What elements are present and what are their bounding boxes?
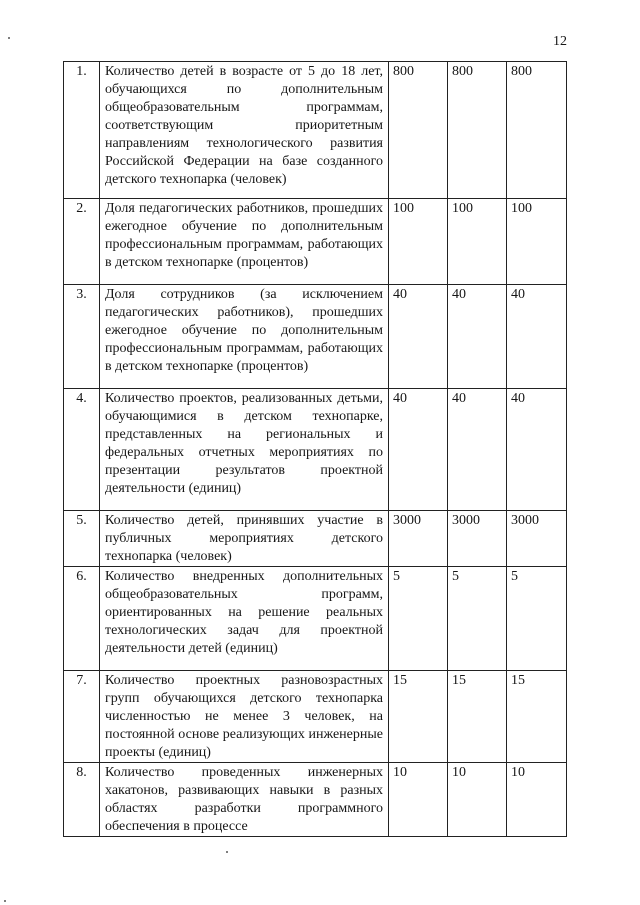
row-number-cell: 6.: [64, 567, 100, 671]
value-cell-2: 15: [448, 671, 507, 763]
row-number-cell: 5.: [64, 511, 100, 567]
table-row: [64, 567, 567, 671]
table-row: [64, 763, 567, 837]
value-cell-3: 3000: [507, 511, 567, 567]
value-cell-1: 3000: [389, 511, 448, 567]
value-cell-3: 15: [507, 671, 567, 763]
value-cell-3: 40: [507, 389, 567, 511]
indicator-description-cell: Количество внедренных дополнительных общеобразовательных программ, ориентированных на решение реальных технологических задач для проектной деятельности детей (единиц): [100, 567, 389, 671]
value-cell-3: 10: [507, 763, 567, 837]
indicator-description-cell: Доля педагогических работников, прошедших ежегодное обучение по дополнительным профессиональным программам, работающих в детском технопарке (процентов): [100, 199, 389, 285]
indicator-description-cell: Количество детей, принявших участие в публичных мероприятиях детского технопарка (человек): [100, 511, 389, 567]
value-cell-1: 10: [389, 763, 448, 837]
value-cell-2: 5: [448, 567, 507, 671]
value-cell-1: 15: [389, 671, 448, 763]
table-row: [64, 62, 567, 199]
value-cell-1: 100: [389, 199, 448, 285]
value-cell-1: 40: [389, 389, 448, 511]
value-cell-2: 800: [448, 62, 507, 199]
indicator-description-cell: Количество детей в возрасте от 5 до 18 лет, обучающихся по дополнительным общеобразовательным программам, соответствующим приоритетным направлениям технологического развития Российской Федерации на базе созданного детского технопарка (человек): [100, 62, 389, 199]
scan-speck: [4, 900, 6, 902]
row-number-cell: 4.: [64, 389, 100, 511]
value-cell-1: 40: [389, 285, 448, 389]
value-cell-2: 40: [448, 389, 507, 511]
value-cell-2: 3000: [448, 511, 507, 567]
indicator-description-cell: Количество проектов, реализованных детьми, обучающимися в детском технопарке, представленных на региональных и федеральных отчетных мероприятиях по презентации результатов проектной деятельности (единиц): [100, 389, 389, 511]
value-cell-2: 10: [448, 763, 507, 837]
table-row: [64, 199, 567, 285]
table-row: [64, 511, 567, 567]
page-number: 12: [553, 34, 567, 49]
value-cell-3: 40: [507, 285, 567, 389]
scan-speck: [226, 851, 228, 853]
table-row: [64, 285, 567, 389]
table-body: [64, 62, 567, 837]
row-number-cell: 8.: [64, 763, 100, 837]
value-cell-3: 5: [507, 567, 567, 671]
row-number-cell: 3.: [64, 285, 100, 389]
table-row: [64, 389, 567, 511]
indicators-table: [63, 61, 567, 837]
value-cell-2: 40: [448, 285, 507, 389]
row-number-cell: 7.: [64, 671, 100, 763]
indicator-description-cell: Доля сотрудников (за исключением педагогических работников), прошедших ежегодное обучение по дополнительным профессиональным программам, работающих в детском технопарке (процентов): [100, 285, 389, 389]
scan-speck: [8, 37, 10, 39]
value-cell-1: 800: [389, 62, 448, 199]
indicator-description-cell: Количество проектных разновозрастных групп обучающихся детского технопарка численностью не менее 3 человек, на постоянной основе реализующих инженерные проекты (единиц): [100, 671, 389, 763]
value-cell-3: 800: [507, 62, 567, 199]
row-number-cell: 1.: [64, 62, 100, 199]
value-cell-1: 5: [389, 567, 448, 671]
table-row: [64, 671, 567, 763]
indicator-description-cell: Количество проведенных инженерных хакатонов, развивающих навыки в разных областях разработки программного обеспечения в процессе: [100, 763, 389, 837]
row-number-cell: 2.: [64, 199, 100, 285]
value-cell-3: 100: [507, 199, 567, 285]
value-cell-2: 100: [448, 199, 507, 285]
